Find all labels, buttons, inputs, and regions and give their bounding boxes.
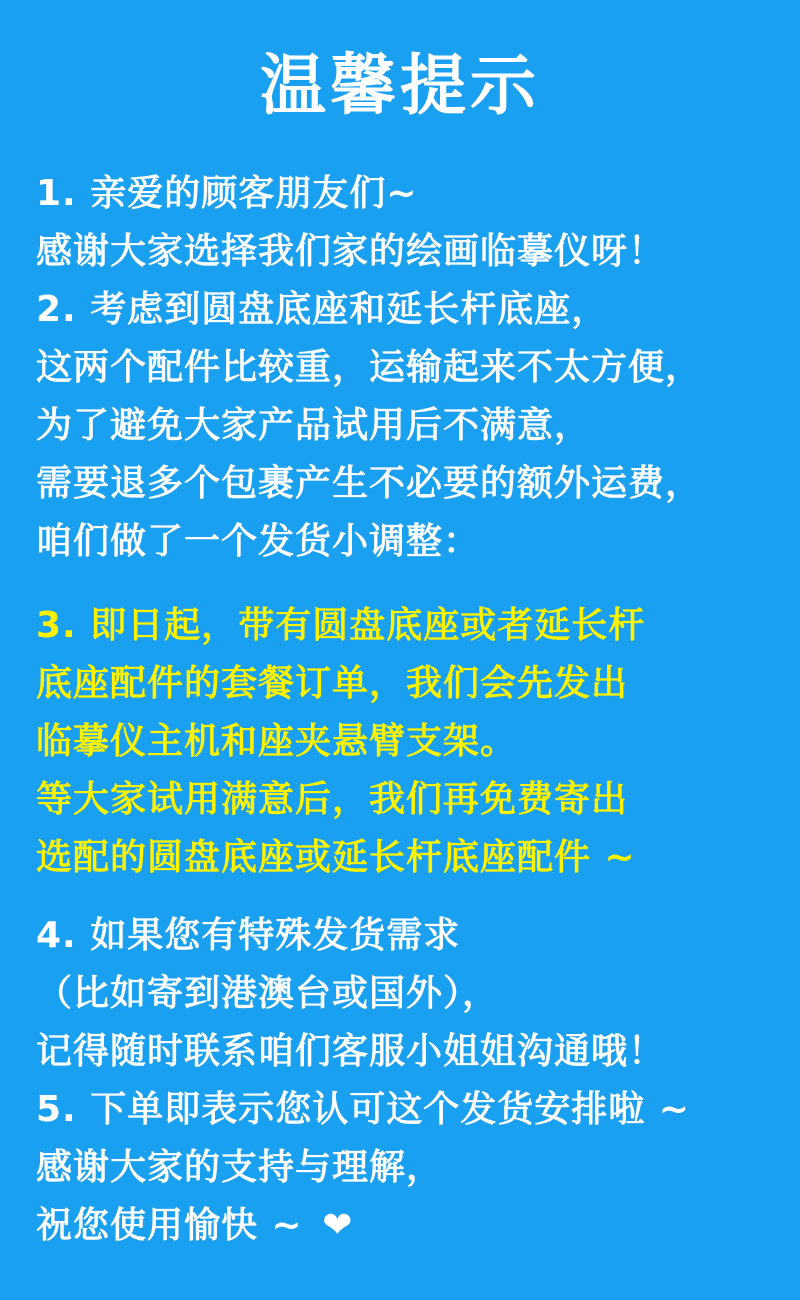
closing-line-text: 祝您使用愉快 ~	[36, 1205, 303, 1246]
closing-line: 感谢大家的支持与理解，	[36, 1147, 444, 1188]
heart-icon: ❤	[322, 1205, 354, 1246]
notice-line: 2. 考虑到圆盘底座和延长杆底座，	[36, 289, 609, 330]
notice-line: 这两个配件比较重，运输起来不太方便，	[36, 347, 703, 388]
notice-line: 咱们做了一个发货小调整：	[36, 521, 481, 562]
notice-line: 为了避免大家产品试用后不满意，	[36, 405, 592, 446]
closing-line: （比如寄到港澳台或国外），	[36, 973, 500, 1014]
notice-line: 需要退多个包裹产生不必要的额外运费，	[36, 463, 703, 504]
closing-line: 5. 下单即表示您认可这个发货安排啦 ~	[36, 1089, 690, 1130]
closing-line: 4. 如果您有特殊发货需求	[36, 915, 461, 956]
closing-line: 记得随时联系咱们客服小姐姐沟通哦！	[36, 1031, 666, 1072]
highlight-line: 等大家试用满意后，我们再免费寄出	[36, 779, 629, 820]
notice-line: 感谢大家选择我们家的绘画临摹仪呀！	[36, 231, 666, 272]
highlight-line: 临摹仪主机和座夹悬臂支架。	[36, 721, 518, 762]
page-title: 温馨提示	[260, 47, 540, 124]
highlight-line: 底座配件的套餐订单，我们会先发出	[36, 663, 629, 704]
highlight-line: 选配的圆盘底座或延长杆底座配件 ~	[36, 837, 636, 878]
notice-line: 1. 亲爱的顾客朋友们~	[36, 173, 418, 214]
closing-line-with-heart	[36, 1204, 353, 1248]
highlight-line: 3. 即日起，带有圆盘底座或者延长杆	[36, 605, 646, 646]
